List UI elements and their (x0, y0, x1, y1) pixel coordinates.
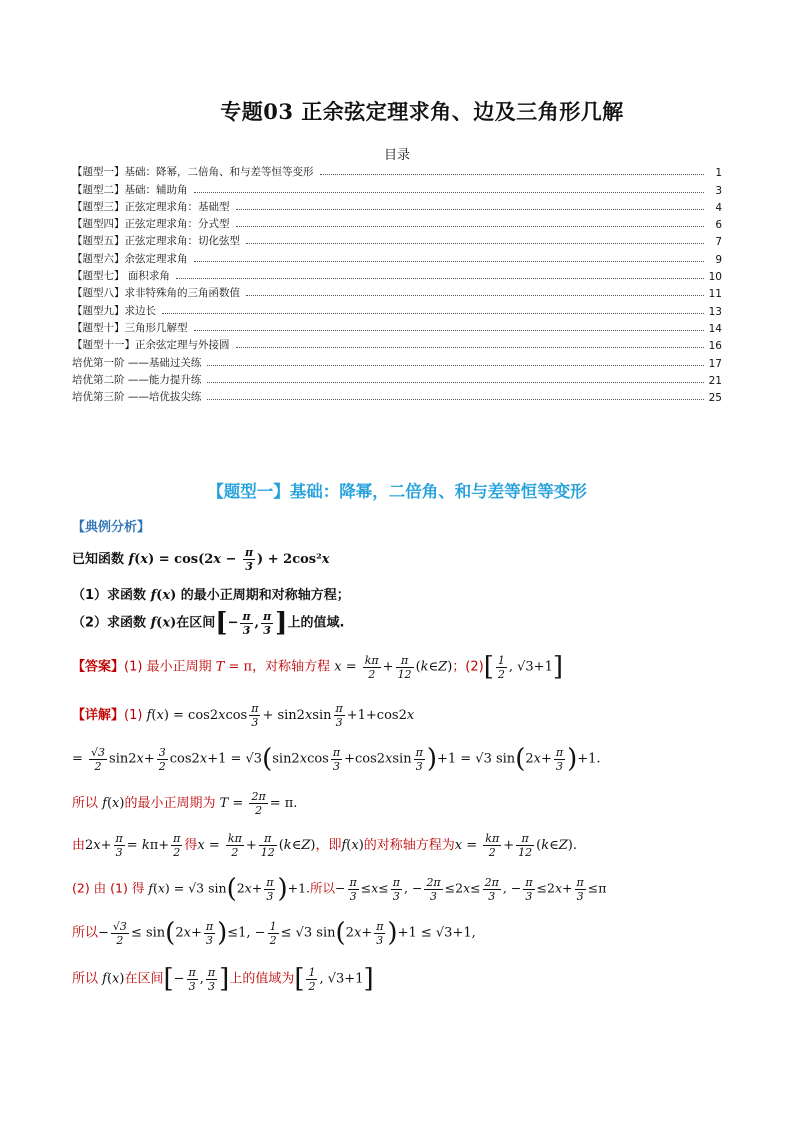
toc-item[interactable] (72, 283, 722, 300)
toc-item-page: 14 (708, 322, 722, 335)
toc-leader-dots (320, 174, 705, 175)
toc-item-page: 9 (715, 253, 722, 266)
toc-leader-dots (194, 192, 705, 193)
detail-l7-mid: 在区间 (124, 971, 164, 987)
toc-leader-dots (236, 209, 705, 210)
toc-leader-dots (236, 226, 705, 227)
q1-suffix: 的最小正周期和对称轴方程； (180, 588, 350, 603)
toc-leader-dots (236, 347, 705, 348)
fraction: $\frac{\pi}{3}$ (244, 546, 254, 573)
detail-line-6: 所以− $\frac{√3}{2}$ ≤ sin(2x+ $\frac{\pi}{3}$ )≤1, − $\frac{1}{2}$ ≤ √3 sin(2x+ $\frac{\pi}{3}$ )+1 ≤ √3+1, (72, 918, 476, 948)
detail-line-1: 【详解】(1) f(x) = cos2xcos $\frac{\pi}{3}$ + sin2xsin $\frac{\pi}{3}$ +1+cos2x (72, 702, 415, 729)
toc-item-label: 培优第一阶 ——基础过关练 (72, 356, 202, 369)
toc-heading: 目录 (383, 148, 410, 163)
detail-l6-prefix: 所以 (72, 925, 99, 941)
detail-l7-suffix: 上的值域为 (229, 971, 295, 987)
toc-item[interactable] (72, 352, 722, 369)
detail-l1: (1) (124, 708, 143, 723)
toc-item-label: 【题型七】 面积求角 (72, 270, 170, 283)
toc-item[interactable] (72, 214, 722, 231)
toc-item-page: 7 (715, 236, 722, 249)
toc-item-page: 21 (708, 374, 722, 387)
detail-l5-mid: 所以 (310, 880, 336, 896)
toc-item-label: 【题型四】正弦定理求角：分式型 (72, 218, 230, 231)
toc-item-label: 【题型八】求非特殊角的三角函数值 (72, 287, 240, 300)
toc-item-page: 25 (708, 392, 722, 405)
answer-part1b: ，对称轴方程 (252, 659, 331, 675)
answer-part2: ；(2) (452, 659, 484, 675)
q2-mid: 在区间 (176, 615, 216, 631)
section-title: 【题型一】基础：降幂，二倍角、和与差等恒等变形 (207, 482, 587, 501)
toc-item-label: 培优第三阶 ——培优拔尖练 (72, 391, 202, 404)
example-tag: 【典例分析】 (72, 520, 151, 535)
question-2: （2）求函数 f(x)在区间[− $\frac{\pi}{3}$ , $\frac{\pi}{3}$ ]上的值域. (72, 608, 345, 638)
toc-item[interactable] (72, 335, 722, 352)
toc-item-page: 10 (708, 271, 722, 284)
toc-leader-dots (207, 399, 704, 400)
toc-leader-dots (246, 243, 704, 244)
detail-line-5: (2) 由 (1) 得 f(x) = √3 sin(2x+ $\frac{\pi}{3}$ )+1.所以− $\frac{\pi}{3}$ ≤x≤ $\frac{\pi}{3}$ , − $\frac{2\pi}{3}$ ≤2x≤ $\frac{2\pi}{3}$ , − $\frac{\pi}{3}$ ≤2x+ $\frac{\pi}{3}$ ≤π (72, 874, 607, 904)
toc-item-label: 【题型六】余弦定理求角 (72, 252, 188, 265)
detail-l4-mid2: ，即 (315, 838, 342, 853)
detail-line-4: 由2x+ $\frac{\pi}{3}$ = kπ+ $\frac{\pi}{2}$ 得x = $\frac{k\pi}{2}$ + $\frac{\pi}{12}$ (k∈Z)，即f(x)的对称轴方程为x = $\frac{k\pi}{2}$ + $\frac{\pi}{12}$ (k∈Z). (72, 832, 577, 859)
toc-item-page: 4 (715, 201, 722, 214)
toc-item-page: 13 (708, 305, 722, 318)
detail-line-7: 所以 f(x)在区间[− $\frac{\pi}{3}$ , $\frac{\pi}{3}$ ]上的值域为[ $\frac{1}{2}$ , √3+1] (72, 964, 374, 994)
toc-item[interactable] (72, 300, 722, 317)
toc-item-page: 6 (715, 219, 722, 232)
q2-suffix: 上的值域. (287, 615, 345, 631)
detail-l5-prefix: (2) 由 (1) 得 (72, 880, 145, 896)
question-1: （1）求函数 f(x) 的最小正周期和对称轴方程； (72, 588, 350, 603)
detail-l3-mid: 的最小正周期为 (124, 796, 216, 811)
answer-part1: (1) 最小正周期 (124, 659, 212, 675)
toc-item-label: 【题型十一】正余弦定理与外接圆 (72, 339, 230, 352)
toc-item[interactable] (72, 318, 722, 335)
detail-l4-prefix: 由 (72, 838, 86, 853)
toc-item[interactable] (72, 387, 722, 404)
problem-intro: 已知函数 f(x) = cos(2x − $\frac{\pi}{3}$ ) + 2cos²x (72, 546, 330, 573)
detail-l3-prefix: 所以 (72, 796, 99, 811)
toc-item[interactable] (72, 248, 722, 265)
detail-l4-mid3: 的对称轴方程为 (363, 838, 455, 853)
detail-tag: 【详解】 (72, 708, 125, 723)
toc-leader-dots (207, 382, 704, 383)
toc-item-label: 【题型十】三角形几解型 (72, 321, 188, 334)
toc-item[interactable] (72, 179, 722, 196)
q2-prefix: （2）求函数 (72, 615, 147, 631)
toc-item[interactable] (72, 162, 722, 179)
toc-item[interactable] (72, 370, 722, 387)
toc-item-label: 培优第二阶 ——能力提升练 (72, 373, 202, 386)
toc-item-label: 【题型二】基础：辅助角 (72, 183, 188, 196)
detail-l4-mid: 得 (184, 838, 198, 853)
toc-item-page: 16 (708, 340, 722, 353)
toc-item-page: 1 (715, 167, 722, 180)
toc-item-label: 【题型一】基础：降幂，二倍角、和与差等恒等变形 (72, 166, 314, 179)
detail-l7-prefix: 所以 (72, 971, 99, 987)
toc-leader-dots (194, 330, 705, 331)
answer-tag: 【答案】 (72, 659, 125, 675)
toc-item[interactable] (72, 266, 722, 283)
toc-item-page: 11 (708, 288, 722, 301)
toc-leader-dots (207, 365, 704, 366)
formula-f-def: f (128, 552, 135, 567)
toc-item-label: 【题型五】正弦定理求角：切化弦型 (72, 235, 240, 248)
detail-line-2: = $\frac{√3}{2}$ sin2x+ $\frac{3}{2}$ cos2x+1 = √3(sin2xcos $\frac{\pi}{3}$ +cos2xsin $\frac{\pi}{3}$ )+1 = √3 sin(2x+ $\frac{\pi}{3}$ )+1. (72, 744, 601, 774)
answer-line: 【答案】(1) 最小正周期 T = π，对称轴方程 x = $\frac{k\pi}{2}$ + $\frac{\pi}{12}$ (k∈Z)；(2)[ $\frac{1}{2}$ , √3+1] (72, 652, 563, 682)
page-title: 专题03 正余弦定理求角、边及三角形几解 (220, 99, 624, 124)
toc-item-label: 【题型九】求边长 (72, 304, 156, 317)
table-of-contents (72, 162, 722, 404)
toc-item-page: 3 (715, 184, 722, 197)
toc-item[interactable] (72, 231, 722, 248)
detail-line-3: 所以 f(x)的最小正周期为 T = $\frac{2\pi}{2}$ = π. (72, 790, 298, 817)
toc-item[interactable] (72, 197, 722, 214)
q1-prefix: （1）求函数 (72, 588, 147, 603)
problem-intro-text: 已知函数 (72, 552, 125, 567)
toc-item-page: 17 (708, 357, 722, 370)
toc-item-label: 【题型三】正弦定理求角：基础型 (72, 200, 230, 213)
toc-leader-dots (162, 313, 704, 314)
toc-leader-dots (194, 261, 705, 262)
toc-leader-dots (176, 278, 704, 279)
toc-leader-dots (246, 295, 704, 296)
